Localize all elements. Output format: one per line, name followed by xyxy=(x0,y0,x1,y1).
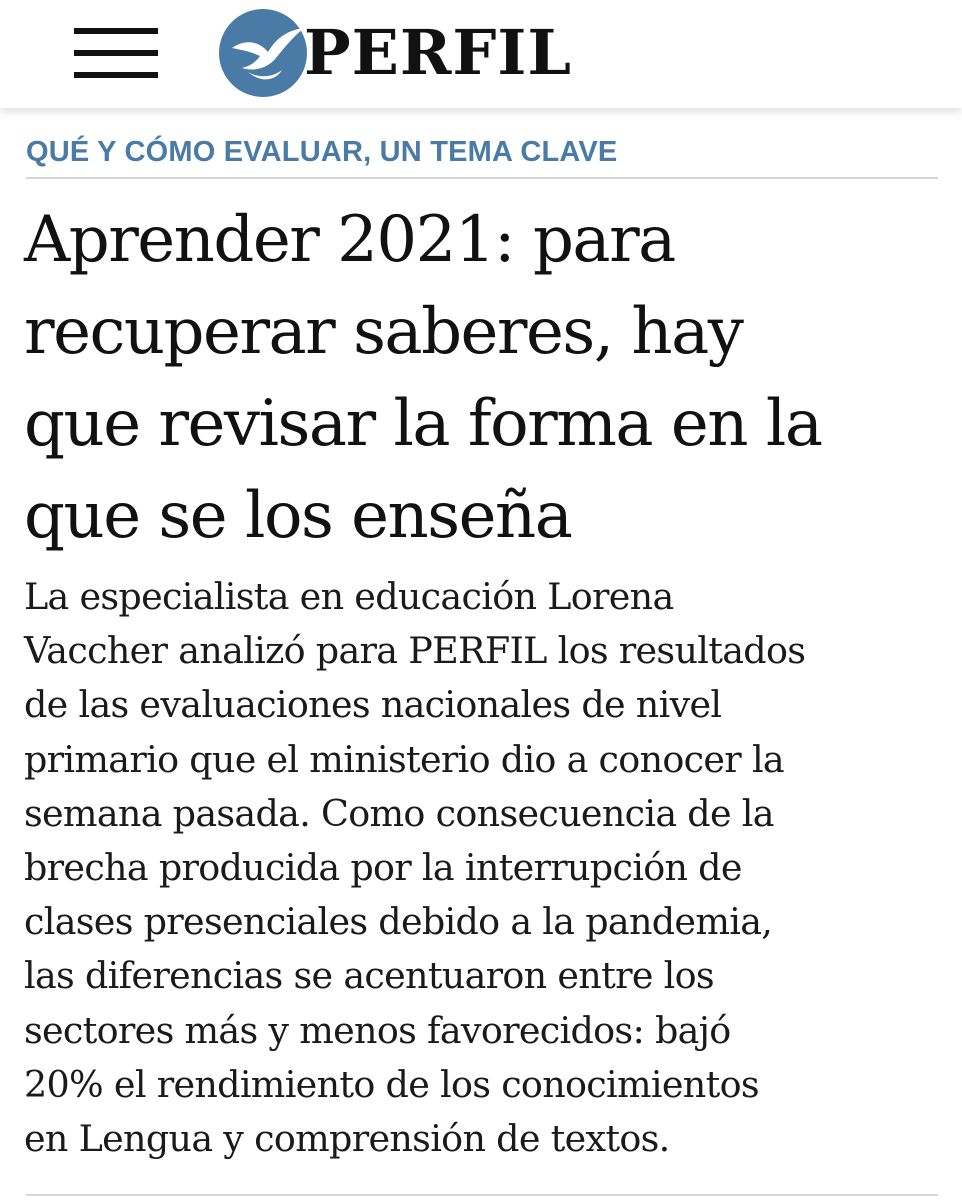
lead-line: las diferencias se acentuaron entre los xyxy=(24,954,714,998)
lead-line: de las evaluaciones nacionales de nivel xyxy=(24,683,722,727)
lead-line: brecha producida por la interrupción de xyxy=(24,846,742,890)
article-lead xyxy=(24,570,944,1166)
lead-line: clases presenciales debido a la pandemia, xyxy=(24,900,773,944)
lead-line: primario que el ministerio dio a conocer la xyxy=(24,737,784,781)
logo-wordmark: PERFIL xyxy=(304,16,573,89)
article-headline[interactable] xyxy=(24,194,944,562)
menu-bar xyxy=(74,50,158,56)
lead-line: semana pasada. Como consecuencia de la xyxy=(24,791,774,835)
hamburger-menu-icon[interactable] xyxy=(74,28,158,78)
headline-line: que revisar la forma en la xyxy=(24,387,822,461)
headline-line: que se los enseña xyxy=(24,479,572,553)
lead-line: La especialista en educación Lorena xyxy=(24,575,674,618)
perfil-bird-emblem-icon xyxy=(218,8,308,98)
lead-line: sectores más y menos favorecidos: bajó xyxy=(24,1008,731,1052)
divider xyxy=(26,1194,938,1196)
lead-line: en Lengua y comprensión de textos. xyxy=(24,1117,670,1161)
lead-line: Vaccher analizó para PERFIL los resultados xyxy=(24,629,806,673)
menu-bar xyxy=(74,72,158,78)
divider xyxy=(26,177,938,179)
menu-bar xyxy=(74,28,158,34)
headline-line: recuperar saberes, hay xyxy=(24,295,743,369)
site-header xyxy=(0,0,962,108)
lead-line: 20% el rendimiento de los conocimientos xyxy=(24,1062,759,1106)
article-kicker[interactable]: QUÉ Y CÓMO EVALUAR, UN TEMA CLAVE xyxy=(26,136,618,168)
site-logo[interactable] xyxy=(218,8,618,98)
headline-line: Aprender 2021: para xyxy=(24,203,675,277)
